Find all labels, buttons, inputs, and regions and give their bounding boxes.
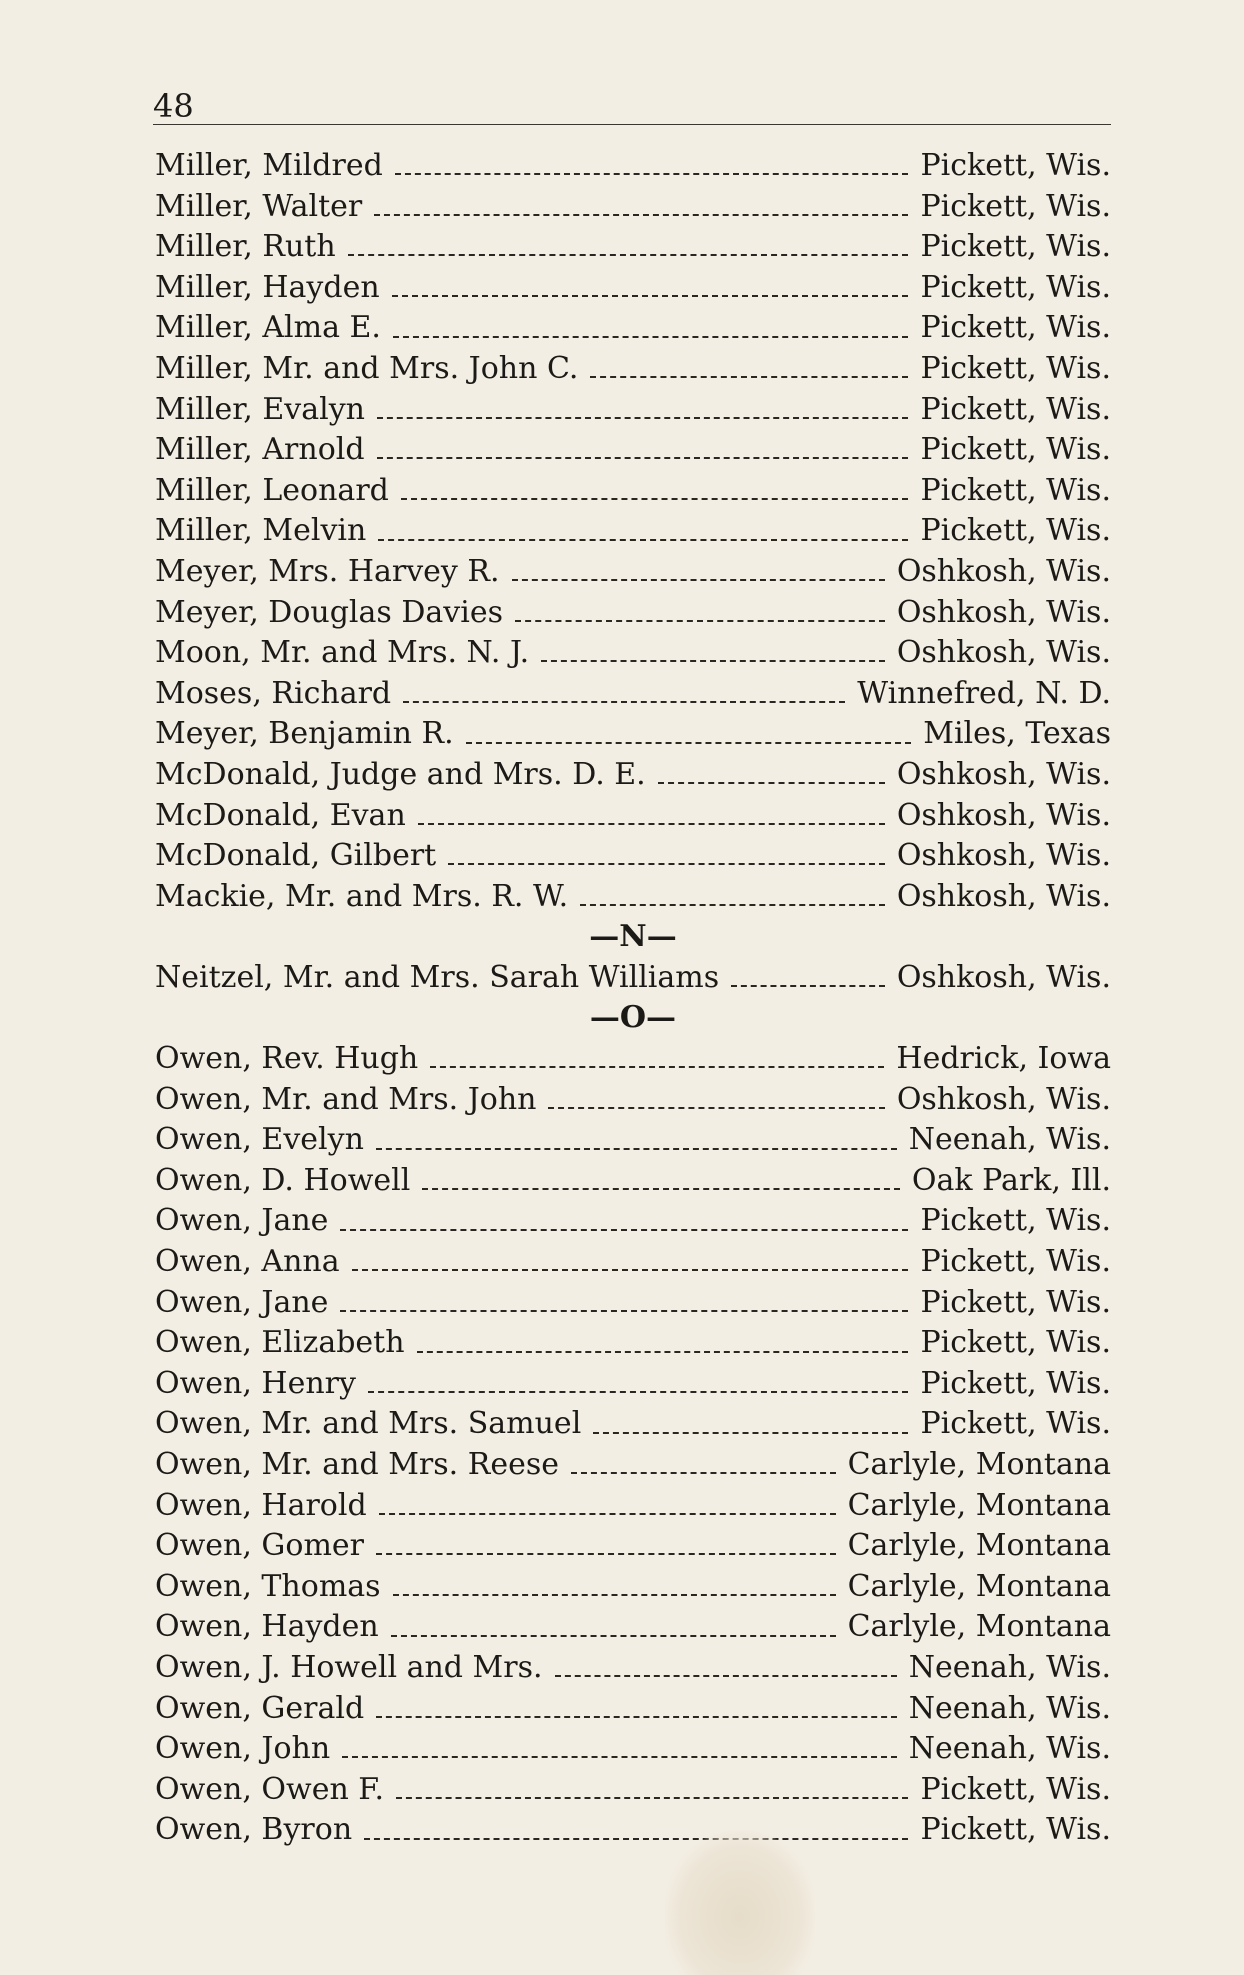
directory-entry	[155, 1689, 1111, 1730]
dot-leader	[393, 1594, 836, 1596]
entry-name: Owen, Gomer	[155, 1528, 364, 1564]
directory-entry	[155, 1526, 1111, 1567]
dot-leader	[395, 173, 909, 175]
entry-place: Pickett, Wis.	[920, 148, 1111, 183]
entry-name: Owen, J. Howell and Mrs.	[155, 1649, 543, 1685]
entry-place: Carlyle, Montana	[847, 1609, 1111, 1645]
entry-name: Miller, Evalyn	[155, 391, 365, 427]
dot-leader	[378, 539, 908, 541]
dot-leader	[364, 1838, 908, 1840]
entry-name: Owen, Henry	[155, 1365, 356, 1401]
entry-place: Oshkosh, Wis.	[896, 756, 1111, 792]
entry-name: Neitzel, Mr. and Mrs. Sarah Williams	[155, 959, 720, 995]
entry-place: Neenah, Wis.	[908, 1731, 1111, 1767]
dot-leader	[448, 863, 885, 865]
page-number: 48	[153, 87, 194, 125]
entry-place: Pickett, Wis.	[920, 269, 1111, 305]
entry-name: Owen, Hayden	[155, 1609, 379, 1645]
dot-leader	[417, 1351, 909, 1353]
directory-entry	[155, 1404, 1111, 1445]
entry-place: Oshkosh, Wis.	[896, 635, 1111, 671]
entry-place: Pickett, Wis.	[920, 1365, 1111, 1401]
entry-name: Owen, D. Howell	[155, 1162, 411, 1198]
entry-name: McDonald, Evan	[155, 797, 406, 833]
entry-name: Owen, Mr. and Mrs. Samuel	[155, 1406, 582, 1442]
directory-entry	[155, 1242, 1111, 1283]
directory-entry	[155, 1364, 1111, 1405]
directory-entry	[155, 836, 1111, 877]
entry-place: Pickett, Wis.	[920, 1284, 1111, 1320]
entry-place: Oshkosh, Wis.	[896, 1081, 1111, 1117]
directory-entry	[155, 1080, 1111, 1121]
directory-entry	[155, 471, 1111, 512]
entry-place: Neenah, Wis.	[908, 1122, 1111, 1158]
entry-place: Oshkosh, Wis.	[896, 838, 1111, 874]
entry-place: Pickett, Wis.	[920, 350, 1111, 386]
directory-entry	[155, 796, 1111, 837]
directory-entry	[155, 1283, 1111, 1324]
entry-name: Miller, Arnold	[155, 432, 365, 468]
dot-leader	[340, 1310, 908, 1312]
directory-entry	[155, 430, 1111, 471]
directory-entry	[155, 633, 1111, 674]
dot-leader	[392, 295, 909, 297]
entry-name: Moses, Richard	[155, 675, 392, 711]
entry-name: Owen, Harold	[155, 1487, 367, 1523]
dot-leader	[377, 457, 909, 459]
entry-name: Miller, Hayden	[155, 269, 380, 305]
entry-place: Pickett, Wis.	[920, 229, 1111, 265]
directory-entry	[155, 187, 1111, 228]
entry-place: Neenah, Wis.	[908, 1649, 1111, 1685]
entry-place: Miles, Texas	[923, 716, 1111, 752]
entry-place: Pickett, Wis.	[920, 513, 1111, 549]
entry-name: Miller, Melvin	[155, 513, 367, 549]
directory-entry	[155, 1201, 1111, 1242]
entry-name: Owen, Byron	[155, 1812, 353, 1848]
entry-name: Owen, Anna	[155, 1244, 340, 1280]
dot-leader	[658, 782, 885, 784]
directory-entry	[155, 349, 1111, 390]
header-rule	[153, 124, 1111, 125]
entry-name: Miller, Ruth	[155, 229, 336, 265]
dot-leader	[396, 1797, 908, 1799]
entry-place: Oshkosh, Wis.	[896, 553, 1111, 589]
dot-leader	[391, 1635, 836, 1637]
entry-name: Miller, Leonard	[155, 472, 389, 508]
entry-name: Owen, Rev. Hugh	[155, 1041, 419, 1077]
dot-leader	[368, 1391, 909, 1393]
entry-name: Miller, Alma E.	[155, 310, 381, 346]
dot-leader	[422, 1188, 900, 1190]
entry-place: Carlyle, Montana	[847, 1568, 1111, 1604]
entry-place: Pickett, Wis.	[920, 1812, 1111, 1848]
dot-leader	[376, 1716, 897, 1718]
directory-entry	[155, 1445, 1111, 1486]
directory-entry	[155, 1039, 1111, 1080]
directory-entry	[155, 1486, 1111, 1527]
entry-place: Oshkosh, Wis.	[896, 594, 1111, 630]
dot-leader	[512, 579, 885, 581]
directory-entry	[155, 714, 1111, 755]
directory-entry	[155, 1120, 1111, 1161]
entry-place: Oshkosh, Wis.	[896, 959, 1111, 995]
directory-entry	[155, 1770, 1111, 1811]
entry-place: Oshkosh, Wis.	[896, 797, 1111, 833]
directory-entry	[155, 1729, 1111, 1770]
entry-place: Pickett, Wis.	[920, 188, 1111, 224]
entry-place: Hedrick, Iowa	[896, 1041, 1111, 1077]
entry-name: Owen, Mr. and Mrs. John	[155, 1081, 537, 1117]
dot-leader	[555, 1675, 897, 1677]
entry-name: Owen, Elizabeth	[155, 1325, 405, 1361]
directory-entry	[155, 877, 1111, 918]
entry-place: Winnefred, N. D.	[857, 675, 1111, 711]
directory-entries	[155, 146, 1111, 1851]
entry-place: Carlyle, Montana	[847, 1447, 1111, 1482]
entry-place: Pickett, Wis.	[920, 391, 1111, 427]
dot-leader	[374, 214, 908, 216]
section-heading: —N—	[589, 919, 677, 955]
dot-leader	[430, 1066, 884, 1068]
dot-leader	[590, 376, 908, 378]
entry-name: McDonald, Gilbert	[155, 838, 437, 874]
directory-entry	[155, 1323, 1111, 1364]
directory-entry	[155, 511, 1111, 552]
entry-name: Owen, John	[155, 1731, 331, 1767]
entry-name: Owen, Thomas	[155, 1568, 381, 1604]
entry-place: Carlyle, Montana	[847, 1487, 1111, 1523]
directory-entry	[155, 227, 1111, 268]
entry-name: Owen, Jane	[155, 1203, 329, 1239]
entry-name: Miller, Mildred	[155, 148, 383, 183]
dot-leader	[418, 823, 885, 825]
entry-name: Meyer, Mrs. Harvey R.	[155, 553, 500, 589]
directory-entry	[155, 755, 1111, 796]
dot-leader	[377, 417, 908, 419]
entry-place: Pickett, Wis.	[920, 310, 1111, 346]
dot-leader	[352, 1269, 909, 1271]
directory-entry	[155, 1607, 1111, 1648]
entry-name: Meyer, Douglas Davies	[155, 594, 503, 630]
entry-name: Owen, Jane	[155, 1284, 329, 1320]
entry-place: Oshkosh, Wis.	[896, 878, 1111, 914]
entry-name: Meyer, Benjamin R.	[155, 716, 454, 752]
dot-leader	[376, 1148, 897, 1150]
dot-leader	[401, 498, 909, 500]
entry-name: Miller, Mr. and Mrs. John C.	[155, 350, 579, 386]
dot-leader	[340, 1229, 908, 1231]
entry-place: Pickett, Wis.	[920, 1244, 1111, 1280]
directory-entry	[155, 674, 1111, 715]
entry-place: Pickett, Wis.	[920, 1406, 1111, 1442]
entry-place: Pickett, Wis.	[920, 1325, 1111, 1361]
dot-leader	[466, 742, 912, 744]
entry-place: Neenah, Wis.	[908, 1690, 1111, 1726]
dot-leader	[376, 1553, 836, 1555]
dot-leader	[731, 985, 885, 987]
entry-place: Pickett, Wis.	[920, 1203, 1111, 1239]
section-heading: —O—	[589, 1000, 677, 1036]
directory-entry	[155, 268, 1111, 309]
directory-entry	[155, 552, 1111, 593]
entry-name: Moon, Mr. and Mrs. N. J.	[155, 635, 530, 671]
directory-entry	[155, 1161, 1111, 1202]
directory-entry	[155, 1648, 1111, 1689]
dot-leader	[571, 1472, 836, 1474]
dot-leader	[515, 620, 885, 622]
directory-entry	[155, 593, 1111, 634]
dot-leader	[348, 254, 909, 256]
entry-name: Mackie, Mr. and Mrs. R. W.	[155, 878, 569, 914]
directory-entry	[155, 390, 1111, 431]
directory-entry	[155, 1810, 1111, 1851]
directory-entry	[155, 958, 1111, 999]
entry-place: Oak Park, Ill.	[911, 1162, 1111, 1198]
dot-leader	[393, 336, 909, 338]
dot-leader	[541, 660, 885, 662]
entry-name: Owen, Owen F.	[155, 1771, 384, 1807]
entry-name: Owen, Mr. and Mrs. Reese	[155, 1447, 559, 1482]
dot-leader	[548, 1107, 884, 1109]
entry-name: McDonald, Judge and Mrs. D. E.	[155, 756, 646, 792]
directory-entry	[155, 308, 1111, 349]
directory-entry	[155, 1567, 1111, 1608]
dot-leader	[580, 904, 885, 906]
entry-name: Owen, Evelyn	[155, 1122, 364, 1158]
entry-name: Miller, Walter	[155, 188, 363, 224]
directory-entry	[155, 146, 1111, 187]
dot-leader	[342, 1756, 897, 1758]
entry-place: Pickett, Wis.	[920, 432, 1111, 468]
entry-place: Pickett, Wis.	[920, 1771, 1111, 1807]
dot-leader	[403, 701, 845, 703]
entry-place: Carlyle, Montana	[847, 1528, 1111, 1564]
paper-stain	[665, 1830, 815, 1975]
entry-name: Owen, Gerald	[155, 1690, 365, 1726]
dot-leader	[379, 1513, 836, 1515]
entry-place: Pickett, Wis.	[920, 472, 1111, 508]
dot-leader	[593, 1432, 908, 1434]
